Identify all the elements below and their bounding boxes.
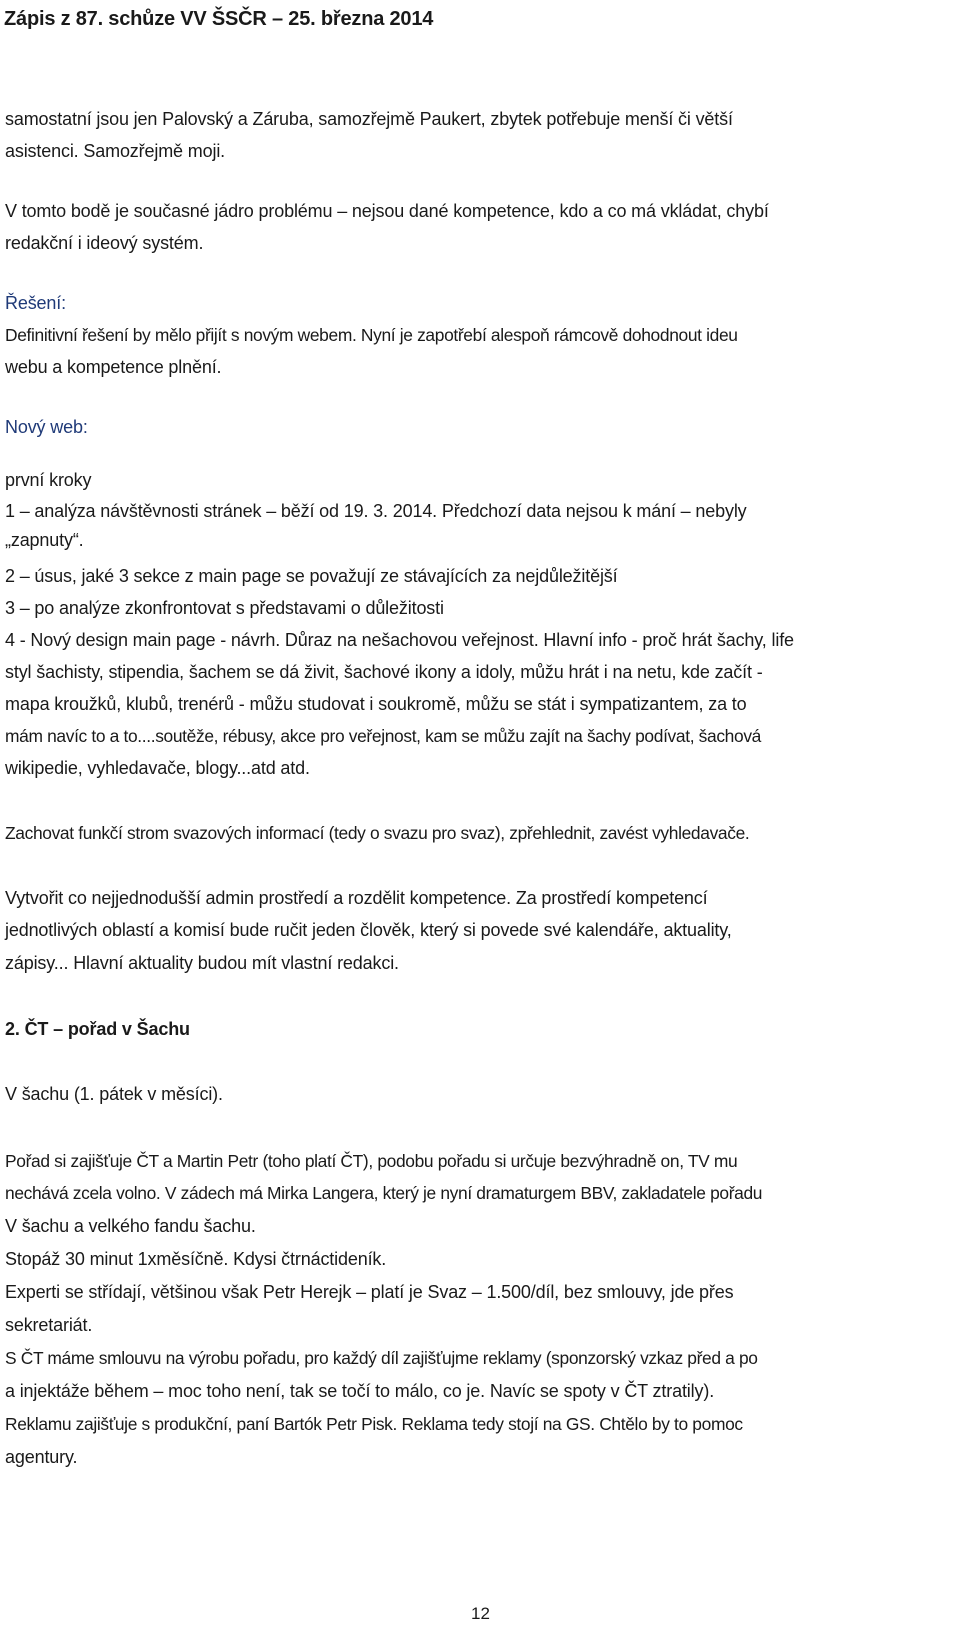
section-label: Řešení:: [5, 293, 66, 313]
text-line: zápisy... Hlavní aktuality budou mít vlastní redakci.: [5, 953, 399, 973]
text-line: styl šachisty, stipendia, šachem se dá živit, šachové ikony a idoly, můžu hrát i na netu, kde začít -: [5, 662, 763, 682]
text-line: agentury.: [5, 1447, 78, 1467]
text-line: webu a kompetence plnění.: [5, 357, 222, 377]
text-line: V šachu a velkého fandu šachu.: [5, 1216, 256, 1236]
text-line: Zachovat funkčí strom svazových informací (tedy o svazu pro svaz), zpřehlednit, zavést vyhledavače.: [5, 823, 750, 843]
section-heading: 2. ČT – pořad v Šachu: [5, 1019, 190, 1039]
text-line: 1 – analýza návštěvnosti stránek – běží od 19. 3. 2014. Předchozí data nejsou k mání – nebyly: [5, 501, 747, 521]
text-line: Reklamu zajišťuje s produkční, paní Bartók Petr Pisk. Reklama tedy stojí na GS. Chtělo by to pomoc: [5, 1414, 743, 1434]
text-line: Pořad si zajišťuje ČT a Martin Petr (toho platí ČT), podobu pořadu si určuje bezvýhradně on, TV mu: [5, 1151, 738, 1171]
text-line: mám navíc to a to....soutěže, rébusy, akce pro veřejnost, kam se můžu zajít na šachy podívat, šachová: [5, 726, 761, 746]
text-line: sekretariát.: [5, 1315, 93, 1335]
text-line: mapa kroužků, klubů, trenérů - můžu studovat i soukromě, můžu se stát i sympatizantem, za to: [5, 694, 747, 714]
text-line: samostatní jsou jen Palovský a Záruba, samozřejmě Paukert, zbytek potřebuje menší či větší: [5, 109, 733, 129]
text-line: a injektáže během – moc toho není, tak se točí to málo, co je. Navíc se spoty v ČT ztratily).: [5, 1381, 715, 1401]
text-line: redakční i ideový systém.: [5, 233, 204, 253]
page-number: 12: [471, 1604, 490, 1623]
text-line: asistenci. Samozřejmě moji.: [5, 141, 226, 161]
text-line: Definitivní řešení by mělo přijít s novým webem. Nyní je zapotřebí alespoň rámcově dohodnout ideu: [5, 325, 738, 345]
section-label: Nový web:: [5, 417, 88, 437]
text-line: Stopáž 30 minut 1xměsíčně. Kdysi čtrnáctideník.: [5, 1249, 387, 1269]
text-line: V tomto bodě je současné jádro problému – nejsou dané kompetence, kdo a co má vkládat, chybí: [5, 201, 769, 221]
text-line: první kroky: [5, 470, 92, 490]
text-line: jednotlivých oblastí a komisí bude ručit jeden člověk, který si povede své kalendáře, aktuality,: [5, 920, 732, 940]
text-line: „zapnuty“.: [5, 530, 84, 550]
text-line: 3 – po analýze zkonfrontovat s představami o důležitosti: [5, 598, 444, 618]
text-line: wikipedie, vyhledavače, blogy...atd atd.: [5, 758, 310, 778]
page-header-title: Zápis z 87. schůze VV ŠSČR – 25. března 2014: [4, 8, 434, 30]
text-line: S ČT máme smlouvu na výrobu pořadu, pro každý díl zajišťujme reklamy (sponzorský vzkaz před a po: [5, 1348, 758, 1368]
text-line: nechává zcela volno. V zádech má Mirka Langera, který je nyní dramaturgem BBV, zakladatele pořadu: [5, 1183, 763, 1203]
text-line: Experti se střídají, většinou však Petr Herejk – platí je Svaz – 1.500/díl, bez smlouvy, jde přes: [5, 1282, 734, 1302]
text-line: Vytvořit co nejjednodušší admin prostředí a rozdělit kompetence. Za prostředí kompetencí: [5, 888, 708, 908]
text-line: V šachu (1. pátek v měsíci).: [5, 1084, 223, 1104]
text-line: 2 – úsus, jaké 3 sekce z main page se považují ze stávajících za nejdůležitější: [5, 566, 618, 586]
text-line: 4 - Nový design main page - návrh. Důraz na nešachovou veřejnost. Hlavní info - proč hrát šachy, life: [5, 630, 794, 650]
